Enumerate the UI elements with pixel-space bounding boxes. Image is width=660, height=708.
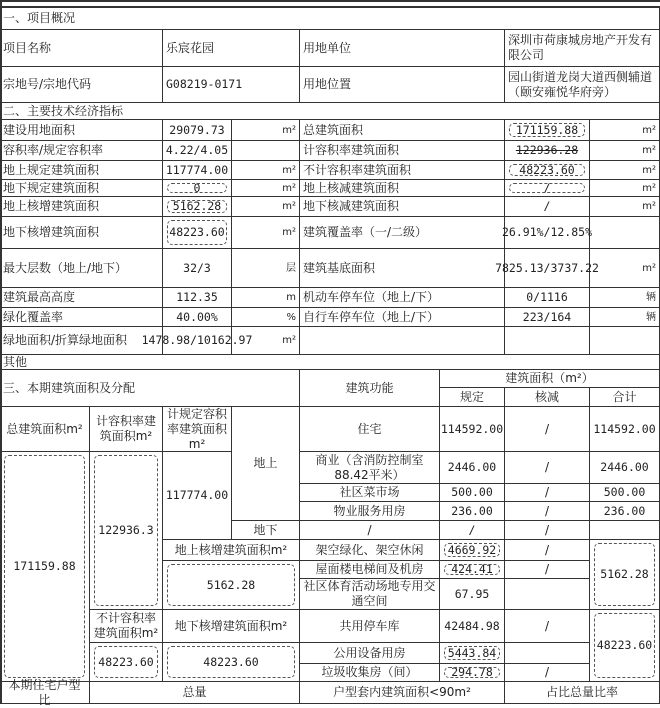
- indicator-unit: [590, 249, 660, 288]
- unit-ratio-label-text: 本期住宅户型比: [8, 677, 81, 707]
- other-label-text: 其他: [3, 354, 28, 369]
- indicator-value: [505, 180, 590, 197]
- indicator-label-text: 绿地面积/折算绿地面积: [3, 333, 128, 347]
- indicator-label: [0, 308, 163, 327]
- location-value-text: 园山街道龙岗大道西侧辅道（颐安雍悦华府旁）: [508, 69, 653, 99]
- parcel-value-text: G08219-0171: [166, 77, 243, 91]
- function-cell: [300, 521, 440, 540]
- specified-cell: [440, 502, 505, 521]
- specified-cell-text: 294.78: [451, 665, 493, 679]
- project-name-value: [163, 30, 300, 67]
- reduced-cell-text: /: [544, 562, 550, 576]
- indicator-unit-text: m²: [642, 201, 656, 212]
- indicator-value: [505, 197, 590, 217]
- specified-cell-text: 114592.00: [440, 421, 504, 436]
- indicator-unit: [590, 217, 660, 249]
- project-name-value-text: 乐宸花园: [166, 40, 215, 55]
- reduced-cell-text: /: [544, 665, 550, 679]
- indicator-value-text: 0/1116: [526, 290, 568, 304]
- indicator-value: [163, 288, 232, 308]
- function-cell-text: 公用设备用房: [333, 645, 406, 660]
- indicator-value-text: 48223.60: [169, 225, 225, 239]
- function-cell-text: 屋面楼电梯间及机房: [315, 562, 424, 576]
- indicator-unit-text: m²: [282, 201, 296, 212]
- function-cell: [300, 502, 440, 521]
- indicator-label-text: 最大层数（地上/地下）: [3, 260, 128, 275]
- indicator-value: [505, 308, 590, 327]
- indicator-label: [300, 249, 505, 288]
- section-2-heading-text: 二、主要技术经济指标: [3, 103, 124, 118]
- land-unit-value: [505, 30, 660, 67]
- function-cell: [300, 643, 440, 664]
- total-cell: [590, 502, 660, 521]
- indicator-unit-text: m: [286, 292, 296, 303]
- indicator-unit: [232, 197, 300, 217]
- indicator-label: [0, 217, 163, 249]
- function-cell: [300, 484, 440, 502]
- reduced-cell-text: /: [544, 542, 550, 557]
- spec-far-value-text: 117774.00: [165, 488, 229, 502]
- specified-cell: [440, 579, 505, 610]
- indicator-unit: [590, 308, 660, 327]
- indicator-unit-text: m²: [282, 164, 296, 176]
- below-ground-label-text: 地下: [253, 522, 278, 537]
- indicator-value-text: 112.35: [176, 290, 218, 304]
- col-total-header: [590, 388, 660, 407]
- indicator-label-text: 建筑基底面积: [303, 260, 376, 275]
- indicator-unit-text: m²: [282, 182, 296, 194]
- indicator-value-text: 0: [193, 180, 201, 195]
- col-reduced-header: [505, 388, 590, 407]
- reduced-cell-text: /: [544, 503, 550, 518]
- indicator-unit-text: 辆: [646, 292, 656, 303]
- indicator-label: [0, 249, 163, 288]
- total-area-label: [0, 407, 90, 452]
- parcel-label-text: 宗地号/宗地代码: [3, 77, 92, 91]
- indicator-unit-text: m²: [642, 262, 656, 274]
- indicator-label-text: 地下规定建筑面积: [3, 180, 100, 195]
- reduced-cell: [505, 484, 590, 502]
- specified-cell-text: 236.00: [451, 503, 493, 518]
- specified-cell: [440, 561, 505, 579]
- location-label-text: 用地位置: [303, 77, 352, 91]
- indicator-label-text: 绿化覆盖率: [3, 309, 64, 324]
- reduced-cell-text: /: [544, 618, 550, 633]
- reduced-cell: [505, 502, 590, 521]
- indicator-label: [300, 327, 505, 355]
- parcel-value: [163, 67, 300, 103]
- indicator-value-text: 32/3: [183, 260, 211, 275]
- indicator-label: [300, 308, 505, 327]
- indicator-label-text: 建筑覆盖率（一/二级）: [303, 225, 428, 239]
- indicator-value: [163, 141, 232, 161]
- function-cell: [300, 610, 440, 643]
- indicator-unit-text: m²: [642, 124, 656, 136]
- total-area-value: [0, 452, 90, 682]
- indicator-label-text: 不计容积率建筑面积: [303, 162, 412, 177]
- indicator-unit: [590, 180, 660, 197]
- reduced-cell-text: /: [544, 485, 550, 499]
- indicator-unit: [590, 288, 660, 308]
- top-strip: [0, 0, 660, 8]
- indicator-value-text: 122936.28: [515, 143, 579, 157]
- indicator-label: [0, 288, 163, 308]
- indicator-label: [0, 327, 163, 355]
- section-1-heading-text: 一、项目概况: [3, 11, 76, 25]
- below-added-label: [163, 610, 300, 643]
- indicator-value-text: /: [543, 199, 551, 213]
- indicator-unit: [232, 288, 300, 308]
- indicator-unit: [590, 161, 660, 180]
- indicator-value-text: 4.22/4.05: [165, 143, 229, 157]
- col-total-header-text: 合计: [612, 389, 637, 404]
- indicator-unit: [232, 308, 300, 327]
- below-ground-label: [232, 521, 300, 540]
- indicator-unit: [232, 180, 300, 197]
- specified-cell: [440, 407, 505, 452]
- indicator-label-text: 机动车停车位（地上/下）: [303, 290, 440, 304]
- indicator-unit-text: m²: [282, 227, 296, 238]
- below-added-value: [163, 643, 300, 682]
- specified-cell-text: 4669.92: [447, 542, 497, 557]
- function-cell: [300, 664, 440, 682]
- specified-cell-text: 42484.98: [444, 618, 500, 633]
- indicator-label: [0, 120, 163, 141]
- area-header-text: 建筑面积（m²）: [505, 371, 594, 385]
- indicator-value-text: 48223.60: [519, 162, 575, 177]
- below-added-label-text: 地下核增建筑面积m²: [174, 618, 288, 633]
- indicator-value: [163, 180, 232, 197]
- other-label: [0, 355, 660, 370]
- indicator-label: [0, 180, 163, 197]
- reduced-cell: [505, 610, 590, 643]
- indicator-value: [141, 327, 253, 355]
- indicator-label-text: 建筑最高高度: [3, 290, 76, 304]
- total-area-label-text: 总建筑面积m²: [6, 421, 83, 436]
- indicator-value: [505, 288, 590, 308]
- project-name-label: [0, 30, 163, 67]
- indicator-unit-text: %: [286, 311, 296, 323]
- function-header-text: 建筑功能: [345, 380, 394, 395]
- indicator-value: [505, 141, 590, 161]
- unit-total-header: [90, 682, 300, 704]
- indicator-value-text: 171159.88: [515, 122, 579, 137]
- land-unit-label-text: 用地单位: [303, 40, 352, 55]
- above-added-label: [163, 540, 300, 561]
- indicator-value-text: 26.91%/12.85%: [502, 225, 593, 239]
- nonfar-label-text: 不计容积率建筑面积m²: [93, 611, 159, 640]
- specified-cell-text: 500.00: [451, 485, 493, 499]
- function-cell-text: /: [367, 522, 372, 537]
- indicator-label-text: 地下核减建筑面积: [303, 199, 400, 213]
- function-cell: [300, 561, 440, 579]
- indicator-unit-text: m²: [642, 164, 656, 176]
- reduced-cell-text: /: [544, 421, 550, 436]
- project-name-label-text: 项目名称: [3, 40, 52, 55]
- indicator-value: [505, 161, 590, 180]
- specified-cell-text: 424.41: [451, 562, 493, 576]
- specified-cell: [440, 452, 505, 484]
- section-3-heading-text: 三、本期建筑面积及分配: [3, 380, 136, 395]
- indicator-unit: [232, 327, 300, 355]
- small-units-header-text: 户型套内建筑面积<90m²: [333, 685, 471, 699]
- indicator-value-text: 223/164: [522, 309, 572, 324]
- ratio-header-text: 占比总量比率: [545, 685, 618, 699]
- total-cell-text: 2446.00: [600, 460, 649, 474]
- specified-cell-text: /: [468, 522, 476, 537]
- indicator-value: [502, 217, 593, 249]
- spec-far-label: [163, 407, 232, 452]
- indicator-value-text: 29079.73: [169, 122, 225, 137]
- above-added-label-text: 地上核增建筑面积m²: [174, 542, 288, 557]
- indicator-value-text: 5162.28: [172, 199, 222, 213]
- indicator-unit-text: 辆: [646, 311, 656, 323]
- indicator-label-text: 容积率/规定容积率: [3, 143, 104, 157]
- function-cell-text: 垃圾收集房（间）: [321, 665, 418, 679]
- nonfar-value-text: 48223.60: [98, 654, 154, 669]
- total-cell-text: 500.00: [603, 485, 646, 499]
- unit-total-header-text: 总量: [182, 685, 207, 699]
- far-area-value-text: 122936.3: [98, 523, 154, 537]
- below-added-total-text: 48223.60: [596, 638, 653, 652]
- col-reduced-header-text: 核减: [534, 389, 559, 404]
- above-ground-label-text: 地上: [253, 456, 278, 470]
- indicator-label-text: 建设用地面积: [3, 122, 76, 137]
- small-units-header: [300, 682, 505, 704]
- indicator-unit: [590, 197, 660, 217]
- indicator-value: [495, 249, 599, 288]
- ratio-header: [505, 682, 660, 704]
- indicator-label-text: 自行车停车位（地上/下）: [303, 309, 440, 324]
- specified-cell-text: 5443.84: [447, 645, 497, 660]
- function-cell-text: 架空绿化、架空休闲: [315, 542, 424, 557]
- specified-cell-text: 67.95: [454, 586, 490, 601]
- indicator-label: [300, 180, 505, 197]
- indicator-value: [163, 161, 232, 180]
- unit-ratio-label: [0, 677, 90, 707]
- indicator-label: [300, 120, 505, 141]
- above-added-total-text: 5162.28: [600, 567, 649, 581]
- spec-far-value: [163, 452, 232, 540]
- specified-cell: [440, 643, 505, 664]
- indicator-value: [163, 217, 232, 249]
- col-specified-header-text: 规定: [459, 389, 484, 404]
- indicator-unit-text: m²: [282, 124, 296, 136]
- indicator-unit: [590, 120, 660, 141]
- indicator-value: [163, 120, 232, 141]
- indicator-unit-text: m²: [282, 335, 296, 346]
- total-cell: [590, 521, 660, 540]
- indicator-unit-text: 层: [286, 262, 296, 274]
- nonfar-label: [90, 610, 163, 643]
- indicator-value: [163, 308, 232, 327]
- indicator-unit: [232, 141, 300, 161]
- below-added-total: [590, 610, 660, 682]
- indicator-value: [163, 249, 232, 288]
- total-cell: [590, 452, 660, 484]
- below-added-value-text: 48223.60: [203, 654, 259, 669]
- area-header: [440, 370, 660, 388]
- reduced-cell: [505, 452, 590, 484]
- location-value: [505, 67, 660, 103]
- specified-cell: [440, 540, 505, 561]
- function-cell-text: 社区菜市场: [339, 485, 400, 499]
- specified-cell: [440, 610, 505, 643]
- reduced-cell-text: /: [544, 460, 550, 474]
- indicator-unit: [590, 141, 660, 161]
- function-cell-text: 物业服务用房: [333, 503, 406, 518]
- function-header: [300, 370, 440, 407]
- indicator-value: [163, 197, 232, 217]
- land-unit-label: [300, 30, 505, 67]
- function-cell-text: 共用停车库: [339, 618, 400, 633]
- specified-cell: [440, 664, 505, 682]
- reduced-cell: [505, 664, 590, 682]
- total-area-value-text: 171159.88: [13, 559, 76, 573]
- far-area-label: [90, 407, 163, 452]
- indicator-label: [300, 217, 505, 249]
- far-area-label-text: 计容积率建筑面积m²: [95, 414, 156, 443]
- specified-cell: [440, 484, 505, 502]
- above-added-value-text: 5162.28: [206, 577, 256, 592]
- reduced-cell: [505, 540, 590, 561]
- function-cell: [300, 540, 440, 561]
- reduced-cell: [505, 561, 590, 579]
- location-label: [300, 67, 505, 103]
- indicator-unit: [590, 327, 660, 355]
- indicator-unit: [232, 120, 300, 141]
- indicator-label-text: 地上核增建筑面积: [3, 199, 100, 213]
- total-cell-text: 236.00: [603, 503, 646, 518]
- specified-cell: [440, 521, 505, 540]
- above-ground-label: [232, 407, 300, 521]
- indicator-unit: [232, 161, 300, 180]
- indicator-value-text: /: [543, 180, 551, 195]
- land-unit-value-text: 深圳市荷康城房地产开发有限公司: [508, 33, 653, 62]
- specified-cell-text: 2446.00: [447, 460, 497, 474]
- indicator-label: [0, 161, 163, 180]
- indicator-label: [0, 197, 163, 217]
- indicator-label: [300, 141, 505, 161]
- function-cell-text: 社区体育活动场地专用交通空间: [303, 579, 436, 608]
- indicator-label-text: 总建筑面积: [303, 122, 364, 137]
- reduced-cell: [505, 643, 590, 664]
- reduced-cell: [505, 521, 590, 540]
- indicator-label: [0, 141, 163, 161]
- indicator-unit-text: m²: [642, 145, 656, 156]
- function-cell-text: 住宅: [357, 421, 382, 436]
- indicator-value-text: 1478.98/10162.97: [141, 333, 253, 347]
- indicator-label-text: 地上核减建筑面积: [303, 180, 400, 195]
- indicator-unit-text: m²: [642, 182, 656, 194]
- function-cell-text: 商业（含消防控制室88.42平米）: [315, 452, 424, 482]
- above-added-total: [590, 540, 660, 610]
- reduced-cell: [505, 579, 590, 610]
- indicator-label: [300, 288, 505, 308]
- reduced-cell-text: /: [544, 522, 550, 537]
- above-added-value: [163, 561, 300, 610]
- col-specified-header: [440, 388, 505, 407]
- indicator-label: [300, 161, 505, 180]
- indicator-label: [300, 197, 505, 217]
- indicator-value: [505, 327, 590, 355]
- indicator-label-text: 计容积率建筑面积: [303, 143, 400, 157]
- indicator-label-text: 地上规定建筑面积: [3, 162, 100, 177]
- indicator-value-text: 7825.13/3737.22: [495, 260, 599, 275]
- total-cell: [590, 407, 660, 452]
- indicator-unit: [232, 217, 300, 249]
- reduced-cell: [505, 407, 590, 452]
- indicator-label-text: 地下核增建筑面积: [3, 225, 100, 239]
- far-area-value: [90, 452, 163, 610]
- total-cell-text: 114592.00: [593, 421, 656, 436]
- total-cell: [590, 484, 660, 502]
- section-1-heading: [0, 8, 660, 30]
- indicator-unit: [232, 249, 300, 288]
- parcel-label: [0, 67, 163, 103]
- function-cell: [300, 452, 440, 484]
- section-2-heading: [0, 103, 660, 120]
- nonfar-value: [90, 643, 163, 682]
- spec-far-label-text: 计规定容积率建筑面积m²: [166, 406, 227, 451]
- indicator-value: [505, 120, 590, 141]
- function-cell: [300, 579, 440, 610]
- indicator-value-text: 117774.00: [165, 162, 229, 177]
- function-cell: [300, 407, 440, 452]
- section-3-heading: [0, 370, 300, 407]
- indicator-value-text: 40.00%: [176, 309, 218, 324]
